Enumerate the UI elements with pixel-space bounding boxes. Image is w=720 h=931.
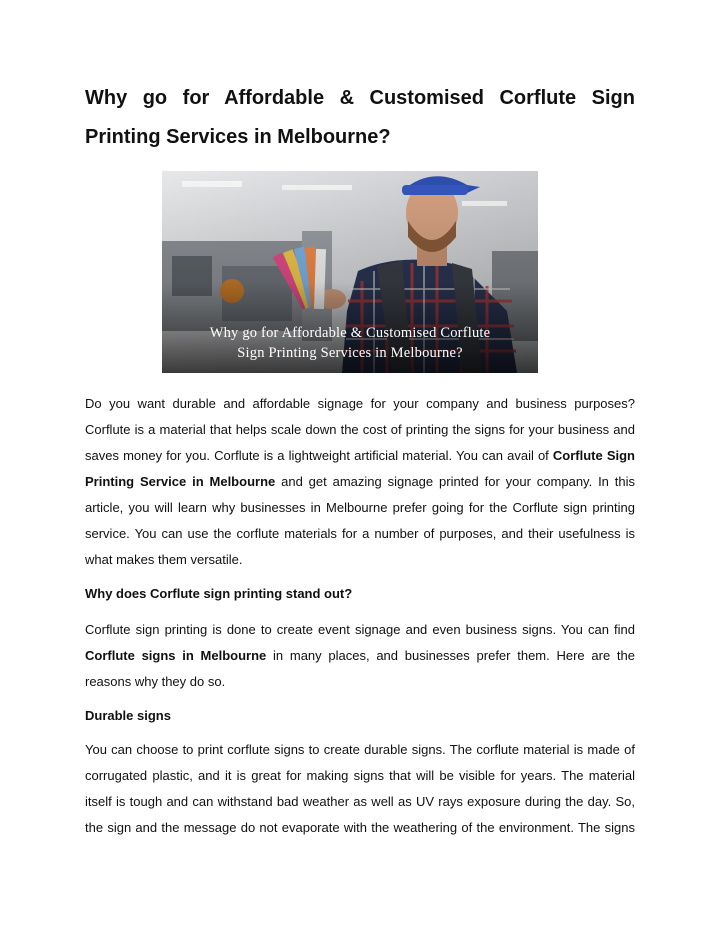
intro-text-2: and get amazing signage printed for your company. In this article, you will learn why businesses in Melbourne prefer going for the Corflute sign printing service. You can use the corflute materials for a number of purposes, and their usefulness is what makes them versatile.: [85, 474, 636, 567]
workshop-photo: [162, 171, 538, 373]
section-heading-stand-out: Why does Corflute sign printing stand out?: [85, 586, 353, 601]
section1-text-2: in many places, and businesses prefer them. Here are the reasons why they do so.: [85, 648, 635, 689]
section1-paragraph: [85, 617, 635, 695]
hero-image: [162, 171, 538, 373]
image-caption-line-1: Why go for Affordable & Customised Corflute: [209, 325, 491, 341]
image-caption-line-2: Sign Printing Services in Melbourne?: [237, 345, 463, 361]
intro-bold-link-text: Corflute Sign Printing Service in Melbourne: [85, 448, 635, 489]
intro-text-1: Do you want durable and affordable signage for your company and business purposes? Corflute is a material that helps scale down the cost of printing the signs for your business and saves money for you. Corflute is a lightweight artificial material. You can avail of: [85, 396, 635, 463]
section2-paragraph: You can choose to print corflute signs to create durable signs. The corflute material is made of corrugated plastic, and it is great for making signs that will be visible for years. The material itself is tough and can withstand bad weather as well as UV rays exposure during the day. So, the sign and the message do not evaporate with the weathering of the environment. The signs: [85, 742, 635, 835]
intro-paragraph: [85, 391, 635, 573]
section1-text-1: Corflute sign printing is done to create event signage and even business signs. You can find: [85, 622, 635, 637]
page-title: Why go for Affordable & Customised Corflute Sign Printing Services in Melbourne?: [85, 87, 635, 148]
section1-bold-text: Corflute signs in Melbourne: [85, 648, 267, 663]
section-heading-durable: Durable signs: [85, 708, 171, 723]
